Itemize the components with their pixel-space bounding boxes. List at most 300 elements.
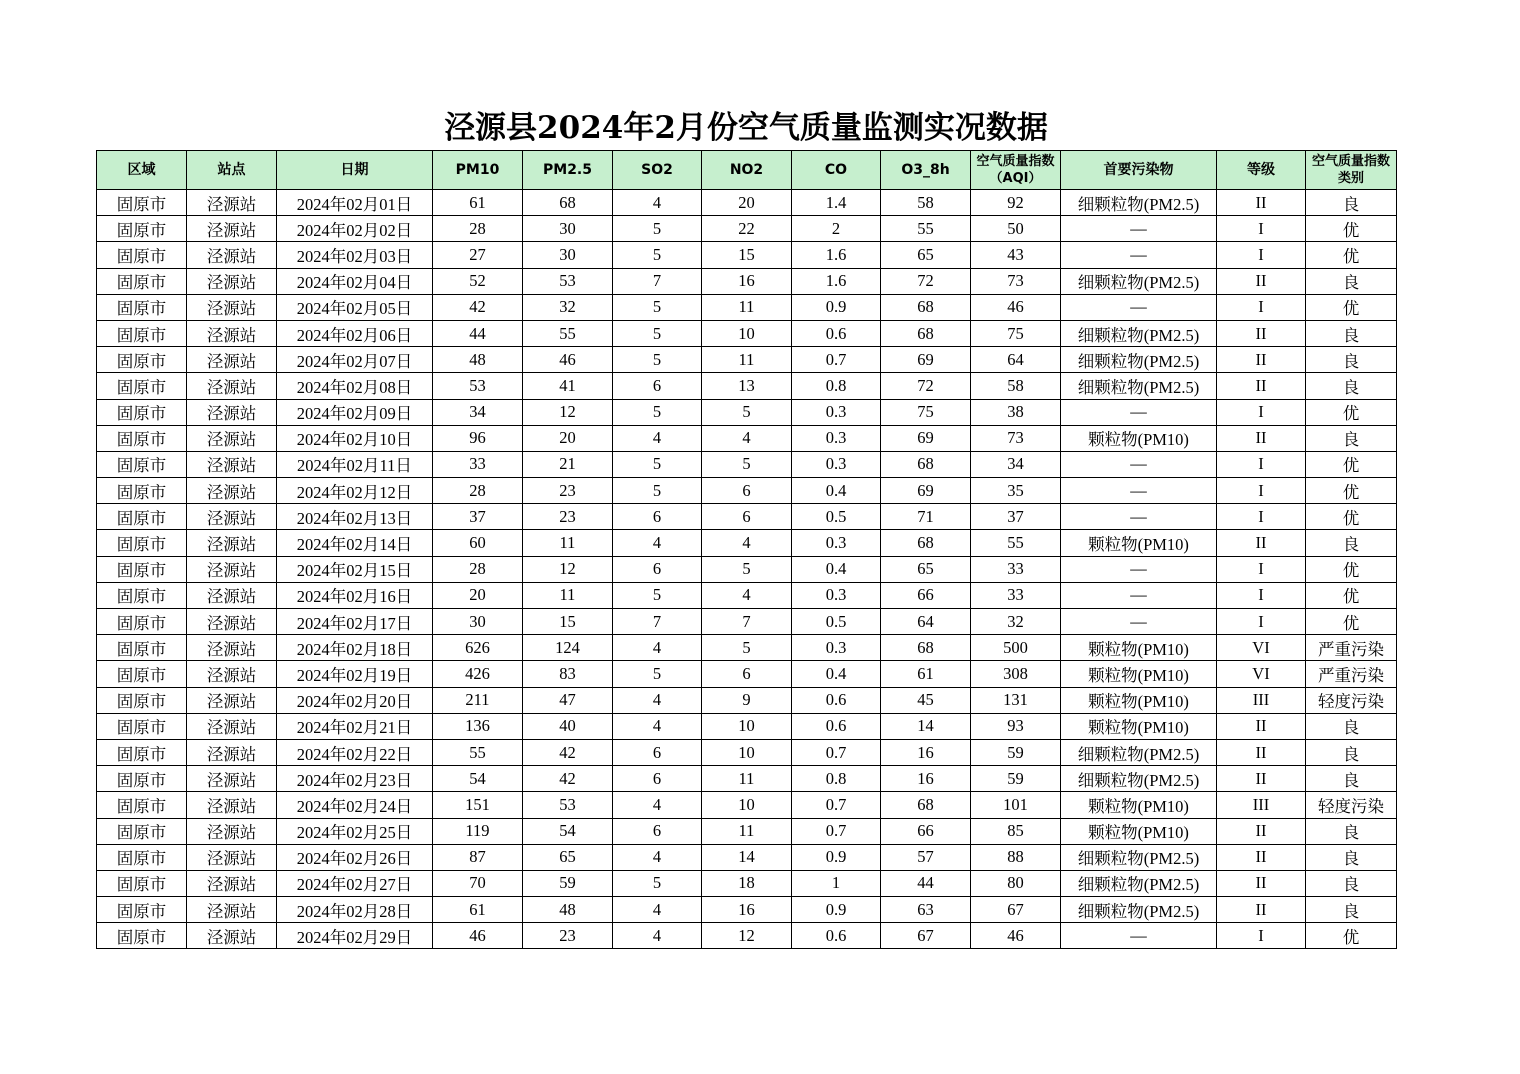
pm25-cell: 46 (523, 347, 613, 373)
aqi-category-cell: 优 (1306, 399, 1397, 425)
date-cell: 2024年02月07日 (277, 347, 433, 373)
primary-pollutant-cell: 颗粒物(PM10) (1061, 687, 1217, 713)
region-cell: 固原市 (97, 923, 187, 949)
pm10-cell: 60 (433, 530, 523, 556)
so2-cell: 6 (613, 766, 702, 792)
level-cell: I (1217, 242, 1306, 268)
no2-cell: 7 (702, 609, 792, 635)
pm10-cell: 626 (433, 635, 523, 661)
date-cell: 2024年02月24日 (277, 792, 433, 818)
station-cell: 泾源站 (187, 347, 277, 373)
pm10-cell: 54 (433, 766, 523, 792)
region-cell: 固原市 (97, 897, 187, 923)
aqi-category-cell: 良 (1306, 347, 1397, 373)
no2-cell: 12 (702, 923, 792, 949)
no2-cell: 11 (702, 766, 792, 792)
pm25-cell: 20 (523, 425, 613, 451)
so2-cell: 4 (613, 923, 702, 949)
primary-pollutant-cell: 细颗粒物(PM2.5) (1061, 268, 1217, 294)
date-cell: 2024年02月05日 (277, 294, 433, 320)
aqi-cell: 500 (971, 635, 1061, 661)
pm25-cell: 23 (523, 478, 613, 504)
aqi-category-cell: 轻度污染 (1306, 687, 1397, 713)
region-cell: 固原市 (97, 870, 187, 896)
co-cell: 0.3 (792, 425, 881, 451)
date-cell: 2024年02月26日 (277, 844, 433, 870)
co-cell: 0.5 (792, 504, 881, 530)
region-cell: 固原市 (97, 635, 187, 661)
no2-cell: 6 (702, 478, 792, 504)
column-header-station: 站点 (187, 151, 277, 190)
aqi-cell: 308 (971, 661, 1061, 687)
station-cell: 泾源站 (187, 268, 277, 294)
table-row (97, 504, 1397, 530)
pm25-cell: 47 (523, 687, 613, 713)
aqi-cell: 73 (971, 268, 1061, 294)
date-cell: 2024年02月13日 (277, 504, 433, 530)
o3-8h-cell: 45 (881, 687, 971, 713)
no2-cell: 14 (702, 844, 792, 870)
region-cell: 固原市 (97, 818, 187, 844)
station-cell: 泾源站 (187, 504, 277, 530)
aqi-cell: 33 (971, 556, 1061, 582)
pm10-cell: 20 (433, 582, 523, 608)
primary-pollutant-cell: — (1061, 478, 1217, 504)
region-cell: 固原市 (97, 373, 187, 399)
table-row (97, 582, 1397, 608)
co-cell: 0.7 (792, 347, 881, 373)
date-cell: 2024年02月28日 (277, 897, 433, 923)
date-cell: 2024年02月04日 (277, 268, 433, 294)
pm10-cell: 96 (433, 425, 523, 451)
region-cell: 固原市 (97, 294, 187, 320)
so2-cell: 6 (613, 556, 702, 582)
region-cell: 固原市 (97, 399, 187, 425)
so2-cell: 6 (613, 818, 702, 844)
station-cell: 泾源站 (187, 897, 277, 923)
co-cell: 2 (792, 216, 881, 242)
aqi-category-cell: 良 (1306, 530, 1397, 556)
pm25-cell: 42 (523, 766, 613, 792)
station-cell: 泾源站 (187, 478, 277, 504)
aqi-category-cell: 优 (1306, 294, 1397, 320)
date-cell: 2024年02月18日 (277, 635, 433, 661)
pm25-cell: 48 (523, 897, 613, 923)
so2-cell: 7 (613, 268, 702, 294)
aqi-category-cell: 良 (1306, 713, 1397, 739)
level-cell: II (1217, 320, 1306, 346)
pm25-cell: 23 (523, 923, 613, 949)
aqi-cell: 93 (971, 713, 1061, 739)
pm25-cell: 54 (523, 818, 613, 844)
no2-cell: 5 (702, 399, 792, 425)
level-cell: I (1217, 294, 1306, 320)
aqi-category-cell: 良 (1306, 844, 1397, 870)
level-cell: II (1217, 870, 1306, 896)
aqi-category-cell: 优 (1306, 478, 1397, 504)
aqi-cell: 34 (971, 451, 1061, 477)
station-cell: 泾源站 (187, 792, 277, 818)
so2-cell: 4 (613, 713, 702, 739)
o3-8h-cell: 55 (881, 216, 971, 242)
so2-cell: 4 (613, 190, 702, 216)
co-cell: 0.9 (792, 844, 881, 870)
column-header-primary-pollutant: 首要污染物 (1061, 151, 1217, 190)
co-cell: 0.7 (792, 792, 881, 818)
level-cell: II (1217, 844, 1306, 870)
aqi-cell: 131 (971, 687, 1061, 713)
primary-pollutant-cell: 细颗粒物(PM2.5) (1061, 844, 1217, 870)
so2-cell: 5 (613, 294, 702, 320)
region-cell: 固原市 (97, 766, 187, 792)
station-cell: 泾源站 (187, 425, 277, 451)
level-cell: II (1217, 713, 1306, 739)
no2-cell: 4 (702, 530, 792, 556)
level-cell: II (1217, 530, 1306, 556)
co-cell: 0.4 (792, 661, 881, 687)
o3-8h-cell: 14 (881, 713, 971, 739)
no2-cell: 11 (702, 294, 792, 320)
o3-8h-cell: 68 (881, 320, 971, 346)
o3-8h-cell: 16 (881, 739, 971, 765)
pm10-cell: 136 (433, 713, 523, 739)
column-header-date: 日期 (277, 151, 433, 190)
primary-pollutant-cell: 细颗粒物(PM2.5) (1061, 347, 1217, 373)
no2-cell: 6 (702, 504, 792, 530)
co-cell: 0.4 (792, 478, 881, 504)
pm25-cell: 11 (523, 530, 613, 556)
aqi-category-cell: 优 (1306, 582, 1397, 608)
level-cell: I (1217, 478, 1306, 504)
co-cell: 0.3 (792, 530, 881, 556)
date-cell: 2024年02月03日 (277, 242, 433, 268)
station-cell: 泾源站 (187, 844, 277, 870)
no2-cell: 22 (702, 216, 792, 242)
co-cell: 0.9 (792, 294, 881, 320)
primary-pollutant-cell: 细颗粒物(PM2.5) (1061, 190, 1217, 216)
o3-8h-cell: 44 (881, 870, 971, 896)
date-cell: 2024年02月02日 (277, 216, 433, 242)
pm10-cell: 27 (433, 242, 523, 268)
column-header-no2: NO2 (702, 151, 792, 190)
station-cell: 泾源站 (187, 556, 277, 582)
pm10-cell: 119 (433, 818, 523, 844)
station-cell: 泾源站 (187, 713, 277, 739)
primary-pollutant-cell: — (1061, 504, 1217, 530)
table-row (97, 320, 1397, 346)
aqi-cell: 50 (971, 216, 1061, 242)
date-cell: 2024年02月16日 (277, 582, 433, 608)
aqi-cell: 37 (971, 504, 1061, 530)
o3-8h-cell: 65 (881, 556, 971, 582)
aqi-cell: 80 (971, 870, 1061, 896)
no2-cell: 10 (702, 713, 792, 739)
region-cell: 固原市 (97, 844, 187, 870)
station-cell: 泾源站 (187, 399, 277, 425)
pm10-cell: 30 (433, 609, 523, 635)
no2-cell: 5 (702, 635, 792, 661)
region-cell: 固原市 (97, 216, 187, 242)
co-cell: 0.8 (792, 766, 881, 792)
co-cell: 1.4 (792, 190, 881, 216)
pm10-cell: 426 (433, 661, 523, 687)
co-cell: 0.3 (792, 582, 881, 608)
so2-cell: 4 (613, 844, 702, 870)
region-cell: 固原市 (97, 609, 187, 635)
o3-8h-cell: 72 (881, 373, 971, 399)
date-cell: 2024年02月11日 (277, 451, 433, 477)
table-row (97, 609, 1397, 635)
date-cell: 2024年02月27日 (277, 870, 433, 896)
table-row (97, 268, 1397, 294)
region-cell: 固原市 (97, 190, 187, 216)
level-cell: I (1217, 451, 1306, 477)
co-cell: 0.7 (792, 739, 881, 765)
primary-pollutant-cell: — (1061, 216, 1217, 242)
primary-pollutant-cell: — (1061, 923, 1217, 949)
station-cell: 泾源站 (187, 451, 277, 477)
date-cell: 2024年02月10日 (277, 425, 433, 451)
aqi-cell: 55 (971, 530, 1061, 556)
aqi-category-cell: 严重污染 (1306, 635, 1397, 661)
primary-pollutant-cell: — (1061, 294, 1217, 320)
o3-8h-cell: 66 (881, 818, 971, 844)
no2-cell: 15 (702, 242, 792, 268)
aqi-cell: 32 (971, 609, 1061, 635)
aqi-category-cell: 良 (1306, 818, 1397, 844)
pm10-cell: 61 (433, 190, 523, 216)
pm25-cell: 124 (523, 635, 613, 661)
station-cell: 泾源站 (187, 818, 277, 844)
region-cell: 固原市 (97, 687, 187, 713)
pm10-cell: 70 (433, 870, 523, 896)
so2-cell: 4 (613, 897, 702, 923)
co-cell: 0.3 (792, 399, 881, 425)
aqi-category-cell: 优 (1306, 451, 1397, 477)
pm25-cell: 15 (523, 609, 613, 635)
pm25-cell: 40 (523, 713, 613, 739)
level-cell: II (1217, 897, 1306, 923)
table-row (97, 399, 1397, 425)
so2-cell: 6 (613, 504, 702, 530)
aqi-category-cell: 良 (1306, 320, 1397, 346)
table-body (97, 190, 1397, 949)
primary-pollutant-cell: 细颗粒物(PM2.5) (1061, 897, 1217, 923)
station-cell: 泾源站 (187, 687, 277, 713)
no2-cell: 9 (702, 687, 792, 713)
aqi-cell: 73 (971, 425, 1061, 451)
so2-cell: 4 (613, 792, 702, 818)
aqi-cell: 43 (971, 242, 1061, 268)
pm25-cell: 53 (523, 792, 613, 818)
no2-cell: 16 (702, 897, 792, 923)
region-cell: 固原市 (97, 504, 187, 530)
no2-cell: 11 (702, 818, 792, 844)
primary-pollutant-cell: 细颗粒物(PM2.5) (1061, 739, 1217, 765)
primary-pollutant-cell: 细颗粒物(PM2.5) (1061, 373, 1217, 399)
so2-cell: 4 (613, 530, 702, 556)
table-row (97, 216, 1397, 242)
aqi-category-cell: 优 (1306, 923, 1397, 949)
station-cell: 泾源站 (187, 320, 277, 346)
so2-cell: 5 (613, 347, 702, 373)
table-row (97, 242, 1397, 268)
so2-cell: 4 (613, 425, 702, 451)
date-cell: 2024年02月19日 (277, 661, 433, 687)
o3-8h-cell: 69 (881, 425, 971, 451)
o3-8h-cell: 68 (881, 294, 971, 320)
so2-cell: 5 (613, 870, 702, 896)
station-cell: 泾源站 (187, 870, 277, 896)
aqi-cell: 35 (971, 478, 1061, 504)
so2-cell: 5 (613, 451, 702, 477)
page-title: 泾源县2024年2月份空气质量监测实况数据 (444, 110, 1048, 146)
o3-8h-cell: 69 (881, 347, 971, 373)
o3-8h-cell: 68 (881, 451, 971, 477)
primary-pollutant-cell: 颗粒物(PM10) (1061, 792, 1217, 818)
aqi-cell: 59 (971, 739, 1061, 765)
so2-cell: 5 (613, 661, 702, 687)
aqi-cell: 46 (971, 923, 1061, 949)
o3-8h-cell: 61 (881, 661, 971, 687)
station-cell: 泾源站 (187, 242, 277, 268)
no2-cell: 5 (702, 451, 792, 477)
table-row (97, 844, 1397, 870)
date-cell: 2024年02月29日 (277, 923, 433, 949)
level-cell: I (1217, 216, 1306, 242)
table-row (97, 661, 1397, 687)
o3-8h-cell: 66 (881, 582, 971, 608)
level-cell: II (1217, 818, 1306, 844)
table-row (97, 897, 1397, 923)
pm25-cell: 12 (523, 556, 613, 582)
table-row (97, 556, 1397, 582)
date-cell: 2024年02月20日 (277, 687, 433, 713)
station-cell: 泾源站 (187, 923, 277, 949)
date-cell: 2024年02月01日 (277, 190, 433, 216)
pm10-cell: 28 (433, 556, 523, 582)
column-header-co: CO (792, 151, 881, 190)
aqi-cell: 85 (971, 818, 1061, 844)
region-cell: 固原市 (97, 451, 187, 477)
so2-cell: 6 (613, 739, 702, 765)
region-cell: 固原市 (97, 792, 187, 818)
pm25-cell: 59 (523, 870, 613, 896)
o3-8h-cell: 75 (881, 399, 971, 425)
date-cell: 2024年02月14日 (277, 530, 433, 556)
aqi-category-cell: 优 (1306, 609, 1397, 635)
table-row (97, 713, 1397, 739)
pm10-cell: 44 (433, 320, 523, 346)
aqi-cell: 101 (971, 792, 1061, 818)
so2-cell: 5 (613, 478, 702, 504)
level-cell: VI (1217, 661, 1306, 687)
primary-pollutant-cell: — (1061, 582, 1217, 608)
region-cell: 固原市 (97, 713, 187, 739)
level-cell: II (1217, 268, 1306, 294)
no2-cell: 6 (702, 661, 792, 687)
primary-pollutant-cell: 颗粒物(PM10) (1061, 635, 1217, 661)
region-cell: 固原市 (97, 582, 187, 608)
co-cell: 0.4 (792, 556, 881, 582)
co-cell: 0.5 (792, 609, 881, 635)
level-cell: III (1217, 792, 1306, 818)
region-cell: 固原市 (97, 347, 187, 373)
station-cell: 泾源站 (187, 661, 277, 687)
date-cell: 2024年02月08日 (277, 373, 433, 399)
pm10-cell: 211 (433, 687, 523, 713)
aqi-category-cell: 优 (1306, 556, 1397, 582)
station-cell: 泾源站 (187, 294, 277, 320)
level-cell: I (1217, 582, 1306, 608)
station-cell: 泾源站 (187, 530, 277, 556)
pm25-cell: 41 (523, 373, 613, 399)
co-cell: 0.7 (792, 818, 881, 844)
pm25-cell: 32 (523, 294, 613, 320)
table-row (97, 530, 1397, 556)
o3-8h-cell: 68 (881, 792, 971, 818)
no2-cell: 4 (702, 425, 792, 451)
no2-cell: 10 (702, 739, 792, 765)
o3-8h-cell: 63 (881, 897, 971, 923)
co-cell: 0.6 (792, 713, 881, 739)
region-cell: 固原市 (97, 530, 187, 556)
aqi-category-cell: 良 (1306, 190, 1397, 216)
air-quality-table (96, 150, 1397, 949)
no2-cell: 16 (702, 268, 792, 294)
primary-pollutant-cell: — (1061, 451, 1217, 477)
so2-cell: 5 (613, 399, 702, 425)
station-cell: 泾源站 (187, 609, 277, 635)
pm25-cell: 11 (523, 582, 613, 608)
pm10-cell: 151 (433, 792, 523, 818)
table-header-row (97, 151, 1397, 190)
table-row (97, 294, 1397, 320)
region-cell: 固原市 (97, 268, 187, 294)
no2-cell: 10 (702, 320, 792, 346)
no2-cell: 20 (702, 190, 792, 216)
table-row (97, 687, 1397, 713)
table-row (97, 478, 1397, 504)
region-cell: 固原市 (97, 556, 187, 582)
o3-8h-cell: 57 (881, 844, 971, 870)
table-row (97, 635, 1397, 661)
aqi-category-cell: 严重污染 (1306, 661, 1397, 687)
pm10-cell: 28 (433, 216, 523, 242)
column-header-pm25: PM2.5 (523, 151, 613, 190)
column-header-level: 等级 (1217, 151, 1306, 190)
no2-cell: 13 (702, 373, 792, 399)
so2-cell: 5 (613, 582, 702, 608)
pm25-cell: 68 (523, 190, 613, 216)
primary-pollutant-cell: — (1061, 556, 1217, 582)
primary-pollutant-cell: 颗粒物(PM10) (1061, 713, 1217, 739)
aqi-category-cell: 优 (1306, 504, 1397, 530)
so2-cell: 5 (613, 216, 702, 242)
column-header-region: 区域 (97, 151, 187, 190)
aqi-category-cell: 良 (1306, 897, 1397, 923)
station-cell: 泾源站 (187, 766, 277, 792)
date-cell: 2024年02月21日 (277, 713, 433, 739)
table-row (97, 425, 1397, 451)
level-cell: I (1217, 399, 1306, 425)
table-row (97, 792, 1397, 818)
region-cell: 固原市 (97, 661, 187, 687)
o3-8h-cell: 72 (881, 268, 971, 294)
table-row (97, 373, 1397, 399)
column-header-so2: SO2 (613, 151, 702, 190)
aqi-cell: 33 (971, 582, 1061, 608)
